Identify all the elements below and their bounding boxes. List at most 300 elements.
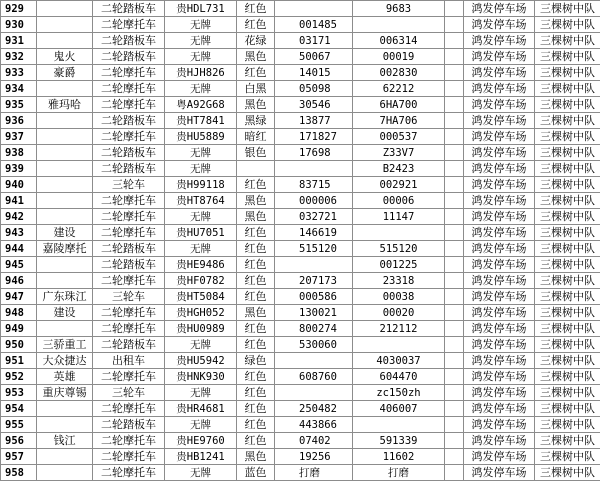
cell-frame-number[interactable]: [353, 417, 445, 433]
cell-row-number[interactable]: 953: [1, 385, 37, 401]
cell-engine-number[interactable]: 146619: [275, 225, 353, 241]
cell-blank[interactable]: [445, 449, 464, 465]
cell-vehicle-type[interactable]: 二轮踏板车: [93, 49, 165, 65]
cell-vehicle-type[interactable]: 二轮摩托车: [93, 209, 165, 225]
cell-parking-lot[interactable]: 鸿发停车场: [464, 17, 535, 33]
cell-frame-number[interactable]: 006314: [353, 33, 445, 49]
cell-unit[interactable]: 三棵树中队: [535, 273, 600, 289]
cell-engine-number[interactable]: 13877: [275, 113, 353, 129]
cell-frame-number[interactable]: 00038: [353, 289, 445, 305]
cell-blank[interactable]: [445, 417, 464, 433]
cell-row-number[interactable]: 950: [1, 337, 37, 353]
cell-blank[interactable]: [445, 65, 464, 81]
cell-vehicle-type[interactable]: 二轮摩托车: [93, 321, 165, 337]
cell-unit[interactable]: 三棵树中队: [535, 161, 600, 177]
cell-plate[interactable]: 无牌: [165, 465, 237, 481]
cell-frame-number[interactable]: 62212: [353, 81, 445, 97]
cell-plate[interactable]: 贵HU5889: [165, 129, 237, 145]
cell-blank[interactable]: [445, 369, 464, 385]
cell-color[interactable]: 红色: [237, 225, 275, 241]
cell-engine-number[interactable]: [275, 385, 353, 401]
cell-brand[interactable]: 鬼火: [37, 49, 93, 65]
cell-blank[interactable]: [445, 49, 464, 65]
cell-row-number[interactable]: 946: [1, 273, 37, 289]
cell-blank[interactable]: [445, 177, 464, 193]
cell-frame-number[interactable]: 00020: [353, 305, 445, 321]
cell-color[interactable]: 黑色: [237, 305, 275, 321]
cell-color[interactable]: 黑色: [237, 97, 275, 113]
cell-plate[interactable]: 无牌: [165, 385, 237, 401]
cell-parking-lot[interactable]: 鸿发停车场: [464, 81, 535, 97]
cell-parking-lot[interactable]: 鸿发停车场: [464, 305, 535, 321]
cell-engine-number[interactable]: 19256: [275, 449, 353, 465]
cell-color[interactable]: 红色: [237, 401, 275, 417]
cell-plate[interactable]: 贵HJH826: [165, 65, 237, 81]
cell-vehicle-type[interactable]: 三轮车: [93, 177, 165, 193]
cell-unit[interactable]: 三棵树中队: [535, 209, 600, 225]
cell-engine-number[interactable]: 250482: [275, 401, 353, 417]
cell-row-number[interactable]: 945: [1, 257, 37, 273]
cell-brand[interactable]: [37, 113, 93, 129]
cell-vehicle-type[interactable]: 二轮摩托车: [93, 465, 165, 481]
cell-plate[interactable]: 无牌: [165, 145, 237, 161]
cell-brand[interactable]: [37, 129, 93, 145]
cell-unit[interactable]: 三棵树中队: [535, 113, 600, 129]
cell-row-number[interactable]: 933: [1, 65, 37, 81]
cell-brand[interactable]: [37, 209, 93, 225]
cell-vehicle-type[interactable]: 三轮车: [93, 289, 165, 305]
cell-row-number[interactable]: 948: [1, 305, 37, 321]
cell-engine-number[interactable]: 001485: [275, 17, 353, 33]
cell-unit[interactable]: 三棵树中队: [535, 145, 600, 161]
cell-brand[interactable]: [37, 401, 93, 417]
cell-brand[interactable]: 英雄: [37, 369, 93, 385]
cell-color[interactable]: 绿色: [237, 353, 275, 369]
cell-blank[interactable]: [445, 465, 464, 481]
cell-plate[interactable]: 贵HU7051: [165, 225, 237, 241]
cell-engine-number[interactable]: 130021: [275, 305, 353, 321]
cell-color[interactable]: 红色: [237, 385, 275, 401]
cell-row-number[interactable]: 936: [1, 113, 37, 129]
cell-engine-number[interactable]: [275, 257, 353, 273]
cell-frame-number[interactable]: 9683: [353, 1, 445, 17]
cell-row-number[interactable]: 947: [1, 289, 37, 305]
cell-plate[interactable]: 贵HE9760: [165, 433, 237, 449]
cell-parking-lot[interactable]: 鸿发停车场: [464, 225, 535, 241]
cell-plate[interactable]: 无牌: [165, 241, 237, 257]
cell-plate[interactable]: 贵HU5942: [165, 353, 237, 369]
cell-blank[interactable]: [445, 337, 464, 353]
cell-engine-number[interactable]: 032721: [275, 209, 353, 225]
cell-unit[interactable]: 三棵树中队: [535, 417, 600, 433]
cell-parking-lot[interactable]: 鸿发停车场: [464, 337, 535, 353]
cell-unit[interactable]: 三棵树中队: [535, 337, 600, 353]
cell-unit[interactable]: 三棵树中队: [535, 369, 600, 385]
cell-engine-number[interactable]: 608760: [275, 369, 353, 385]
cell-unit[interactable]: 三棵树中队: [535, 465, 600, 481]
cell-vehicle-type[interactable]: 二轮摩托车: [93, 17, 165, 33]
cell-unit[interactable]: 三棵树中队: [535, 65, 600, 81]
cell-engine-number[interactable]: 83715: [275, 177, 353, 193]
cell-engine-number[interactable]: [275, 353, 353, 369]
cell-unit[interactable]: 三棵树中队: [535, 177, 600, 193]
cell-color[interactable]: 蓝色: [237, 465, 275, 481]
cell-plate[interactable]: 贵HT8764: [165, 193, 237, 209]
cell-color[interactable]: 黑色: [237, 193, 275, 209]
cell-color[interactable]: 银色: [237, 145, 275, 161]
cell-engine-number[interactable]: 17698: [275, 145, 353, 161]
cell-parking-lot[interactable]: 鸿发停车场: [464, 145, 535, 161]
cell-blank[interactable]: [445, 385, 464, 401]
cell-frame-number[interactable]: zc150zh: [353, 385, 445, 401]
cell-vehicle-type[interactable]: 二轮摩托车: [93, 369, 165, 385]
cell-frame-number[interactable]: 4030037: [353, 353, 445, 369]
cell-frame-number[interactable]: 000537: [353, 129, 445, 145]
cell-parking-lot[interactable]: 鸿发停车场: [464, 433, 535, 449]
cell-blank[interactable]: [445, 33, 464, 49]
cell-engine-number[interactable]: 14015: [275, 65, 353, 81]
cell-vehicle-type[interactable]: 二轮摩托车: [93, 433, 165, 449]
cell-color[interactable]: 黑绿: [237, 113, 275, 129]
cell-row-number[interactable]: 943: [1, 225, 37, 241]
cell-frame-number[interactable]: 11147: [353, 209, 445, 225]
cell-brand[interactable]: [37, 449, 93, 465]
cell-row-number[interactable]: 958: [1, 465, 37, 481]
cell-parking-lot[interactable]: 鸿发停车场: [464, 353, 535, 369]
cell-row-number[interactable]: 929: [1, 1, 37, 17]
cell-brand[interactable]: 豪爵: [37, 65, 93, 81]
cell-row-number[interactable]: 931: [1, 33, 37, 49]
cell-vehicle-type[interactable]: 二轮摩托车: [93, 225, 165, 241]
cell-engine-number[interactable]: 50067: [275, 49, 353, 65]
cell-brand[interactable]: 大众捷达: [37, 353, 93, 369]
cell-parking-lot[interactable]: 鸿发停车场: [464, 113, 535, 129]
cell-plate[interactable]: 无牌: [165, 17, 237, 33]
cell-parking-lot[interactable]: 鸿发停车场: [464, 49, 535, 65]
cell-blank[interactable]: [445, 273, 464, 289]
cell-frame-number[interactable]: 00019: [353, 49, 445, 65]
cell-frame-number[interactable]: Z33V7: [353, 145, 445, 161]
cell-row-number[interactable]: 934: [1, 81, 37, 97]
cell-vehicle-type[interactable]: 二轮摩托车: [93, 97, 165, 113]
cell-blank[interactable]: [445, 433, 464, 449]
cell-parking-lot[interactable]: 鸿发停车场: [464, 401, 535, 417]
cell-blank[interactable]: [445, 321, 464, 337]
cell-unit[interactable]: 三棵树中队: [535, 433, 600, 449]
cell-vehicle-type[interactable]: 二轮踏板车: [93, 161, 165, 177]
cell-plate[interactable]: 贵HB1241: [165, 449, 237, 465]
cell-frame-number[interactable]: [353, 17, 445, 33]
cell-engine-number[interactable]: 03171: [275, 33, 353, 49]
cell-unit[interactable]: 三棵树中队: [535, 193, 600, 209]
cell-vehicle-type[interactable]: 二轮摩托车: [93, 81, 165, 97]
cell-frame-number[interactable]: 23318: [353, 273, 445, 289]
cell-parking-lot[interactable]: 鸿发停车场: [464, 1, 535, 17]
cell-parking-lot[interactable]: 鸿发停车场: [464, 241, 535, 257]
cell-unit[interactable]: 三棵树中队: [535, 1, 600, 17]
cell-row-number[interactable]: 944: [1, 241, 37, 257]
cell-color[interactable]: 红色: [237, 433, 275, 449]
cell-row-number[interactable]: 954: [1, 401, 37, 417]
cell-vehicle-type[interactable]: 三轮车: [93, 385, 165, 401]
cell-blank[interactable]: [445, 225, 464, 241]
cell-brand[interactable]: [37, 1, 93, 17]
cell-unit[interactable]: 三棵树中队: [535, 385, 600, 401]
cell-parking-lot[interactable]: 鸿发停车场: [464, 97, 535, 113]
cell-brand[interactable]: [37, 33, 93, 49]
cell-engine-number[interactable]: 171827: [275, 129, 353, 145]
cell-plate[interactable]: 无牌: [165, 337, 237, 353]
cell-vehicle-type[interactable]: 二轮踏板车: [93, 145, 165, 161]
cell-parking-lot[interactable]: 鸿发停车场: [464, 161, 535, 177]
cell-engine-number[interactable]: 000586: [275, 289, 353, 305]
cell-row-number[interactable]: 949: [1, 321, 37, 337]
cell-brand[interactable]: 建设: [37, 305, 93, 321]
cell-color[interactable]: 红色: [237, 369, 275, 385]
cell-vehicle-type[interactable]: 出租车: [93, 353, 165, 369]
cell-engine-number[interactable]: [275, 161, 353, 177]
cell-brand[interactable]: [37, 273, 93, 289]
cell-blank[interactable]: [445, 289, 464, 305]
cell-unit[interactable]: 三棵树中队: [535, 81, 600, 97]
cell-row-number[interactable]: 956: [1, 433, 37, 449]
cell-unit[interactable]: 三棵树中队: [535, 305, 600, 321]
cell-row-number[interactable]: 942: [1, 209, 37, 225]
cell-brand[interactable]: [37, 17, 93, 33]
cell-brand[interactable]: [37, 417, 93, 433]
cell-blank[interactable]: [445, 113, 464, 129]
cell-engine-number[interactable]: 443866: [275, 417, 353, 433]
cell-frame-number[interactable]: 6HA700: [353, 97, 445, 113]
cell-color[interactable]: [237, 161, 275, 177]
cell-plate[interactable]: 贵HGH052: [165, 305, 237, 321]
cell-blank[interactable]: [445, 193, 464, 209]
cell-parking-lot[interactable]: 鸿发停车场: [464, 177, 535, 193]
cell-frame-number[interactable]: 604470: [353, 369, 445, 385]
cell-vehicle-type[interactable]: 二轮踏板车: [93, 241, 165, 257]
cell-brand[interactable]: 建设: [37, 225, 93, 241]
cell-vehicle-type[interactable]: 二轮踏板车: [93, 337, 165, 353]
cell-blank[interactable]: [445, 209, 464, 225]
cell-engine-number[interactable]: 30546: [275, 97, 353, 113]
cell-color[interactable]: 红色: [237, 257, 275, 273]
cell-engine-number[interactable]: 207173: [275, 273, 353, 289]
cell-row-number[interactable]: 952: [1, 369, 37, 385]
cell-color[interactable]: 红色: [237, 321, 275, 337]
cell-plate[interactable]: 贵HT7841: [165, 113, 237, 129]
cell-color[interactable]: 黑色: [237, 209, 275, 225]
cell-blank[interactable]: [445, 129, 464, 145]
cell-unit[interactable]: 三棵树中队: [535, 97, 600, 113]
cell-vehicle-type[interactable]: 二轮摩托车: [93, 193, 165, 209]
cell-vehicle-type[interactable]: 二轮摩托车: [93, 273, 165, 289]
cell-plate[interactable]: 无牌: [165, 81, 237, 97]
cell-unit[interactable]: 三棵树中队: [535, 321, 600, 337]
cell-frame-number[interactable]: 002830: [353, 65, 445, 81]
cell-unit[interactable]: 三棵树中队: [535, 257, 600, 273]
cell-plate[interactable]: 无牌: [165, 49, 237, 65]
cell-parking-lot[interactable]: 鸿发停车场: [464, 209, 535, 225]
cell-plate[interactable]: 贵HR4681: [165, 401, 237, 417]
cell-blank[interactable]: [445, 241, 464, 257]
cell-unit[interactable]: 三棵树中队: [535, 225, 600, 241]
cell-frame-number[interactable]: 406007: [353, 401, 445, 417]
cell-row-number[interactable]: 957: [1, 449, 37, 465]
cell-blank[interactable]: [445, 305, 464, 321]
cell-unit[interactable]: 三棵树中队: [535, 129, 600, 145]
cell-vehicle-type[interactable]: 二轮摩托车: [93, 401, 165, 417]
cell-frame-number[interactable]: 7HA706: [353, 113, 445, 129]
cell-parking-lot[interactable]: 鸿发停车场: [464, 321, 535, 337]
cell-blank[interactable]: [445, 81, 464, 97]
cell-frame-number[interactable]: B2423: [353, 161, 445, 177]
cell-engine-number[interactable]: 打磨: [275, 465, 353, 481]
cell-plate[interactable]: 贵HNK930: [165, 369, 237, 385]
cell-color[interactable]: 红色: [237, 289, 275, 305]
cell-frame-number[interactable]: 002921: [353, 177, 445, 193]
cell-blank[interactable]: [445, 257, 464, 273]
cell-brand[interactable]: [37, 321, 93, 337]
cell-parking-lot[interactable]: 鸿发停车场: [464, 65, 535, 81]
cell-frame-number[interactable]: 515120: [353, 241, 445, 257]
cell-brand[interactable]: [37, 465, 93, 481]
cell-brand[interactable]: 三骄重工: [37, 337, 93, 353]
cell-parking-lot[interactable]: 鸿发停车场: [464, 465, 535, 481]
cell-color[interactable]: 黑色: [237, 49, 275, 65]
cell-frame-number[interactable]: [353, 337, 445, 353]
cell-plate[interactable]: 贵HU0989: [165, 321, 237, 337]
cell-frame-number[interactable]: 001225: [353, 257, 445, 273]
cell-vehicle-type[interactable]: 二轮摩托车: [93, 449, 165, 465]
cell-row-number[interactable]: 955: [1, 417, 37, 433]
cell-unit[interactable]: 三棵树中队: [535, 49, 600, 65]
cell-color[interactable]: 白黑: [237, 81, 275, 97]
cell-blank[interactable]: [445, 97, 464, 113]
cell-color[interactable]: 花绿: [237, 33, 275, 49]
cell-row-number[interactable]: 941: [1, 193, 37, 209]
cell-parking-lot[interactable]: 鸿发停车场: [464, 449, 535, 465]
cell-color[interactable]: 红色: [237, 17, 275, 33]
cell-row-number[interactable]: 938: [1, 145, 37, 161]
cell-plate[interactable]: 贵H99118: [165, 177, 237, 193]
cell-plate[interactable]: 无牌: [165, 417, 237, 433]
cell-unit[interactable]: 三棵树中队: [535, 289, 600, 305]
cell-engine-number[interactable]: 800274: [275, 321, 353, 337]
cell-brand[interactable]: 重庆尊锡: [37, 385, 93, 401]
cell-brand[interactable]: 雅玛哈: [37, 97, 93, 113]
cell-frame-number[interactable]: 591339: [353, 433, 445, 449]
cell-frame-number[interactable]: [353, 225, 445, 241]
cell-parking-lot[interactable]: 鸿发停车场: [464, 257, 535, 273]
cell-vehicle-type[interactable]: 二轮摩托车: [93, 305, 165, 321]
cell-vehicle-type[interactable]: 二轮踏板车: [93, 1, 165, 17]
cell-unit[interactable]: 三棵树中队: [535, 17, 600, 33]
cell-frame-number[interactable]: 打磨: [353, 465, 445, 481]
cell-plate[interactable]: 贵HE9486: [165, 257, 237, 273]
cell-plate[interactable]: 贵HDL731: [165, 1, 237, 17]
cell-engine-number[interactable]: 07402: [275, 433, 353, 449]
cell-blank[interactable]: [445, 161, 464, 177]
cell-color[interactable]: 红色: [237, 337, 275, 353]
cell-color[interactable]: 红色: [237, 273, 275, 289]
cell-row-number[interactable]: 932: [1, 49, 37, 65]
cell-row-number[interactable]: 930: [1, 17, 37, 33]
cell-blank[interactable]: [445, 17, 464, 33]
cell-blank[interactable]: [445, 1, 464, 17]
cell-brand[interactable]: [37, 161, 93, 177]
cell-row-number[interactable]: 935: [1, 97, 37, 113]
cell-unit[interactable]: 三棵树中队: [535, 33, 600, 49]
cell-brand[interactable]: 嘉陵摩托: [37, 241, 93, 257]
cell-parking-lot[interactable]: 鸿发停车场: [464, 193, 535, 209]
cell-frame-number[interactable]: 212112: [353, 321, 445, 337]
cell-brand[interactable]: 钱江: [37, 433, 93, 449]
cell-parking-lot[interactable]: 鸿发停车场: [464, 369, 535, 385]
cell-frame-number[interactable]: 00006: [353, 193, 445, 209]
cell-engine-number[interactable]: [275, 1, 353, 17]
cell-blank[interactable]: [445, 401, 464, 417]
cell-plate[interactable]: 贵HT5084: [165, 289, 237, 305]
cell-blank[interactable]: [445, 145, 464, 161]
cell-parking-lot[interactable]: 鸿发停车场: [464, 273, 535, 289]
cell-color[interactable]: 红色: [237, 177, 275, 193]
cell-color[interactable]: 红色: [237, 241, 275, 257]
cell-row-number[interactable]: 951: [1, 353, 37, 369]
cell-parking-lot[interactable]: 鸿发停车场: [464, 417, 535, 433]
cell-plate[interactable]: 无牌: [165, 33, 237, 49]
cell-brand[interactable]: [37, 145, 93, 161]
cell-color[interactable]: 红色: [237, 417, 275, 433]
cell-parking-lot[interactable]: 鸿发停车场: [464, 289, 535, 305]
cell-blank[interactable]: [445, 353, 464, 369]
cell-brand[interactable]: [37, 177, 93, 193]
cell-brand[interactable]: [37, 193, 93, 209]
cell-frame-number[interactable]: 11602: [353, 449, 445, 465]
cell-brand[interactable]: [37, 257, 93, 273]
cell-vehicle-type[interactable]: 二轮踏板车: [93, 417, 165, 433]
cell-engine-number[interactable]: 515120: [275, 241, 353, 257]
cell-parking-lot[interactable]: 鸿发停车场: [464, 33, 535, 49]
cell-plate[interactable]: 无牌: [165, 209, 237, 225]
cell-parking-lot[interactable]: 鸿发停车场: [464, 385, 535, 401]
cell-unit[interactable]: 三棵树中队: [535, 353, 600, 369]
cell-vehicle-type[interactable]: 二轮摩托车: [93, 129, 165, 145]
cell-plate[interactable]: 贵HF0782: [165, 273, 237, 289]
cell-color[interactable]: 红色: [237, 65, 275, 81]
cell-unit[interactable]: 三棵树中队: [535, 449, 600, 465]
cell-unit[interactable]: 三棵树中队: [535, 241, 600, 257]
cell-row-number[interactable]: 940: [1, 177, 37, 193]
cell-plate[interactable]: 无牌: [165, 161, 237, 177]
cell-plate[interactable]: 粤A92G68: [165, 97, 237, 113]
cell-vehicle-type[interactable]: 二轮踏板车: [93, 113, 165, 129]
cell-color[interactable]: 红色: [237, 1, 275, 17]
cell-row-number[interactable]: 937: [1, 129, 37, 145]
cell-brand[interactable]: 广东珠江: [37, 289, 93, 305]
cell-engine-number[interactable]: 05098: [275, 81, 353, 97]
cell-vehicle-type[interactable]: 二轮踏板车: [93, 257, 165, 273]
cell-brand[interactable]: [37, 81, 93, 97]
cell-color[interactable]: 黑色: [237, 449, 275, 465]
cell-engine-number[interactable]: 530060: [275, 337, 353, 353]
cell-parking-lot[interactable]: 鸿发停车场: [464, 129, 535, 145]
cell-row-number[interactable]: 939: [1, 161, 37, 177]
cell-unit[interactable]: 三棵树中队: [535, 401, 600, 417]
cell-vehicle-type[interactable]: 二轮踏板车: [93, 33, 165, 49]
cell-engine-number[interactable]: 000006: [275, 193, 353, 209]
cell-vehicle-type[interactable]: 二轮摩托车: [93, 65, 165, 81]
cell-color[interactable]: 暗红: [237, 129, 275, 145]
